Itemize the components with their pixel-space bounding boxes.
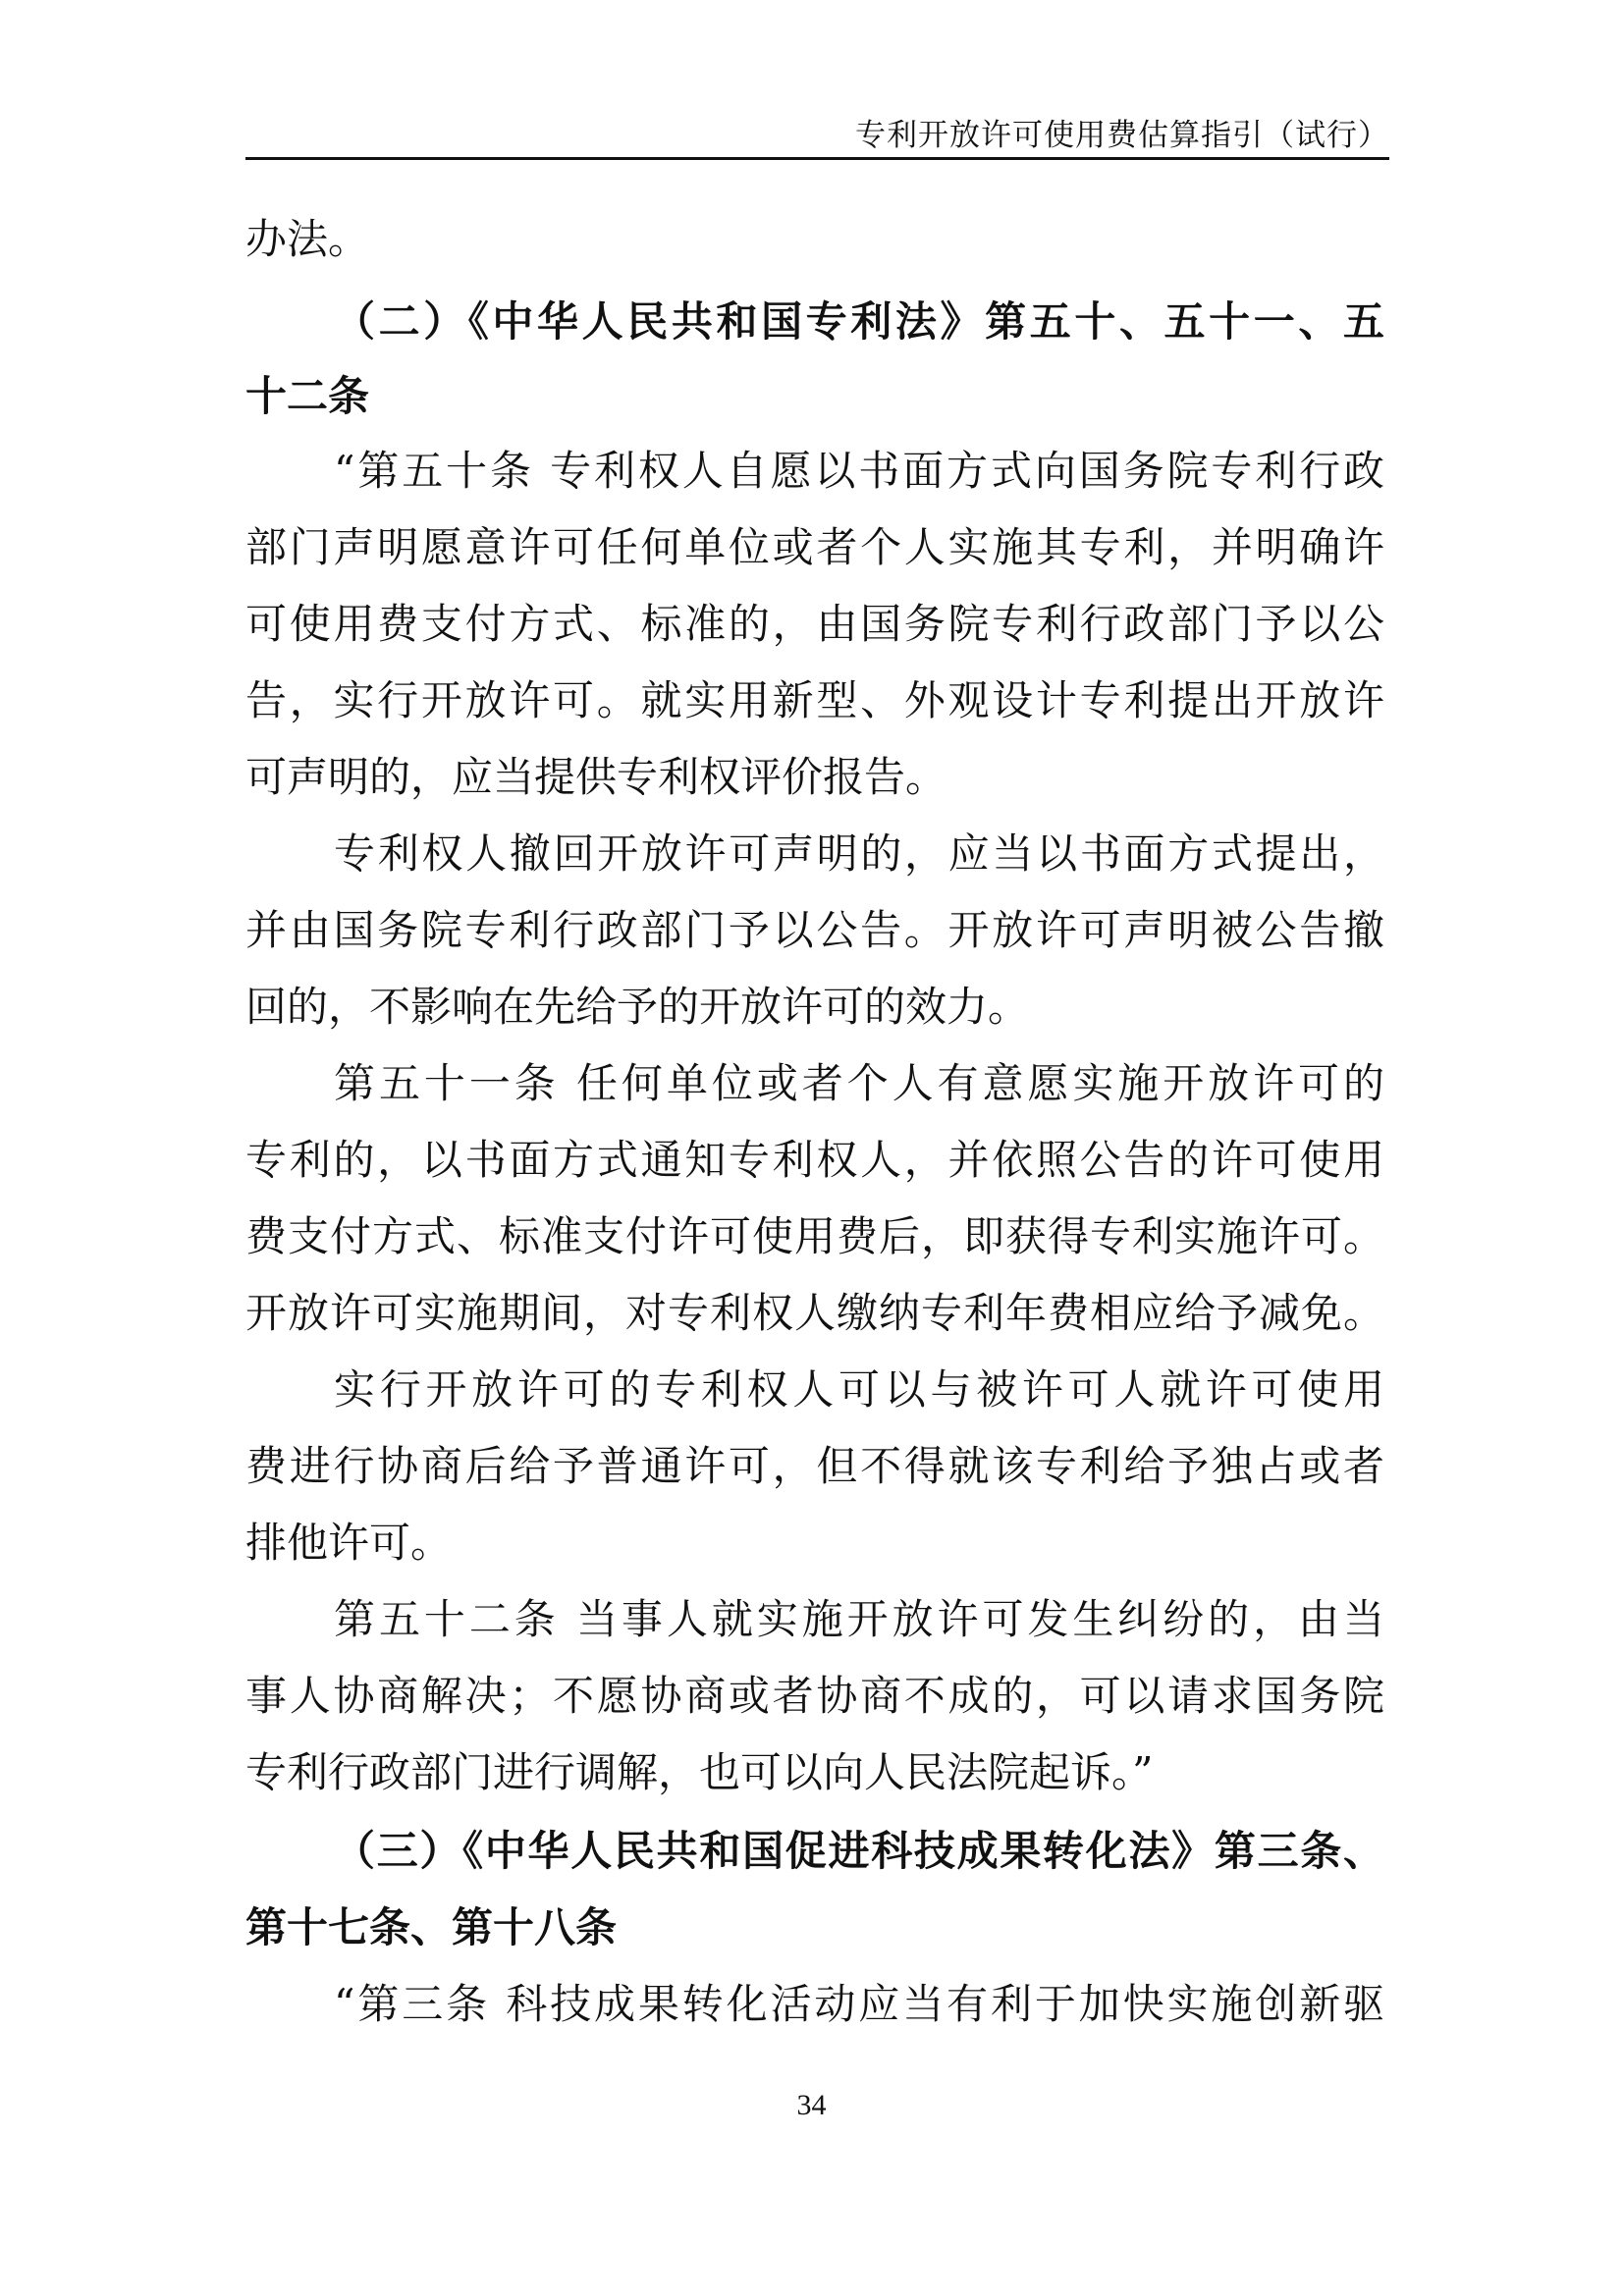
- body-line: 告，实行开放许可。就实用新型、外观设计专利提出开放许: [245, 676, 1384, 724]
- body-line: 并由国务院专利行政部门予以公告。开放许可声明被公告撤: [245, 906, 1384, 954]
- body-line: 可声明的，应当提供专利权评价报告。: [245, 753, 947, 801]
- body-line: 办法。: [245, 215, 370, 263]
- body-line: 第五十一条 任何单位或者个人有意愿实施开放许可的: [334, 1059, 1384, 1107]
- body-line: 回的，不影响在先给予的开放许可的效力。: [245, 983, 1030, 1031]
- body-line: 第五十二条 当事人就实施开放许可发生纠纷的，由当: [334, 1595, 1384, 1643]
- body-line: 专利权人撤回开放许可声明的，应当以书面方式提出，: [334, 829, 1384, 878]
- body-line: 部门声明愿意许可任何单位或者个人实施其专利，并明确许: [245, 523, 1384, 571]
- body-line: 专利的，以书面方式通知专利权人，并依照公告的许可使用: [245, 1136, 1384, 1184]
- section-heading-line: 第十七条、第十八条: [245, 1903, 618, 1951]
- body-line: 费进行协商后给予普通许可，但不得就该专利给予独占或者: [245, 1442, 1384, 1490]
- header-rule: [245, 157, 1389, 160]
- page-number: 34: [796, 2089, 827, 2121]
- section-heading-line: 十二条: [245, 372, 370, 420]
- body-line: “第五十条 专利权人自愿以书面方式向国务院专利行政: [334, 447, 1384, 495]
- running-header-title: 专利开放许可使用费估算指引（试行）: [855, 118, 1389, 153]
- section-heading-line: （三）《中华人民共和国促进科技成果转化法》第三条、: [334, 1827, 1384, 1875]
- body-line: 费支付方式、标准支付许可使用费后，即获得专利实施许可。: [245, 1212, 1384, 1260]
- body-line: 可使用费支付方式、标准的，由国务院专利行政部门予以公: [245, 600, 1384, 648]
- body-line: 专利行政部门进行调解，也可以向人民法院起诉。”: [245, 1748, 1154, 1796]
- section-heading-line: （二）《中华人民共和国专利法》第五十、五十一、五: [334, 297, 1384, 346]
- body-line: 实行开放许可的专利权人可以与被许可人就许可使用: [334, 1365, 1384, 1414]
- body-line: 排他许可。: [245, 1519, 453, 1567]
- body-line: “第三条 科技成果转化活动应当有利于加快实施创新驱: [334, 1980, 1384, 2028]
- body-line: 事人协商解决；不愿协商或者协商不成的，可以请求国务院: [245, 1672, 1384, 1720]
- body-line: 开放许可实施期间，对专利权人缴纳专利年费相应给予减免。: [245, 1289, 1384, 1337]
